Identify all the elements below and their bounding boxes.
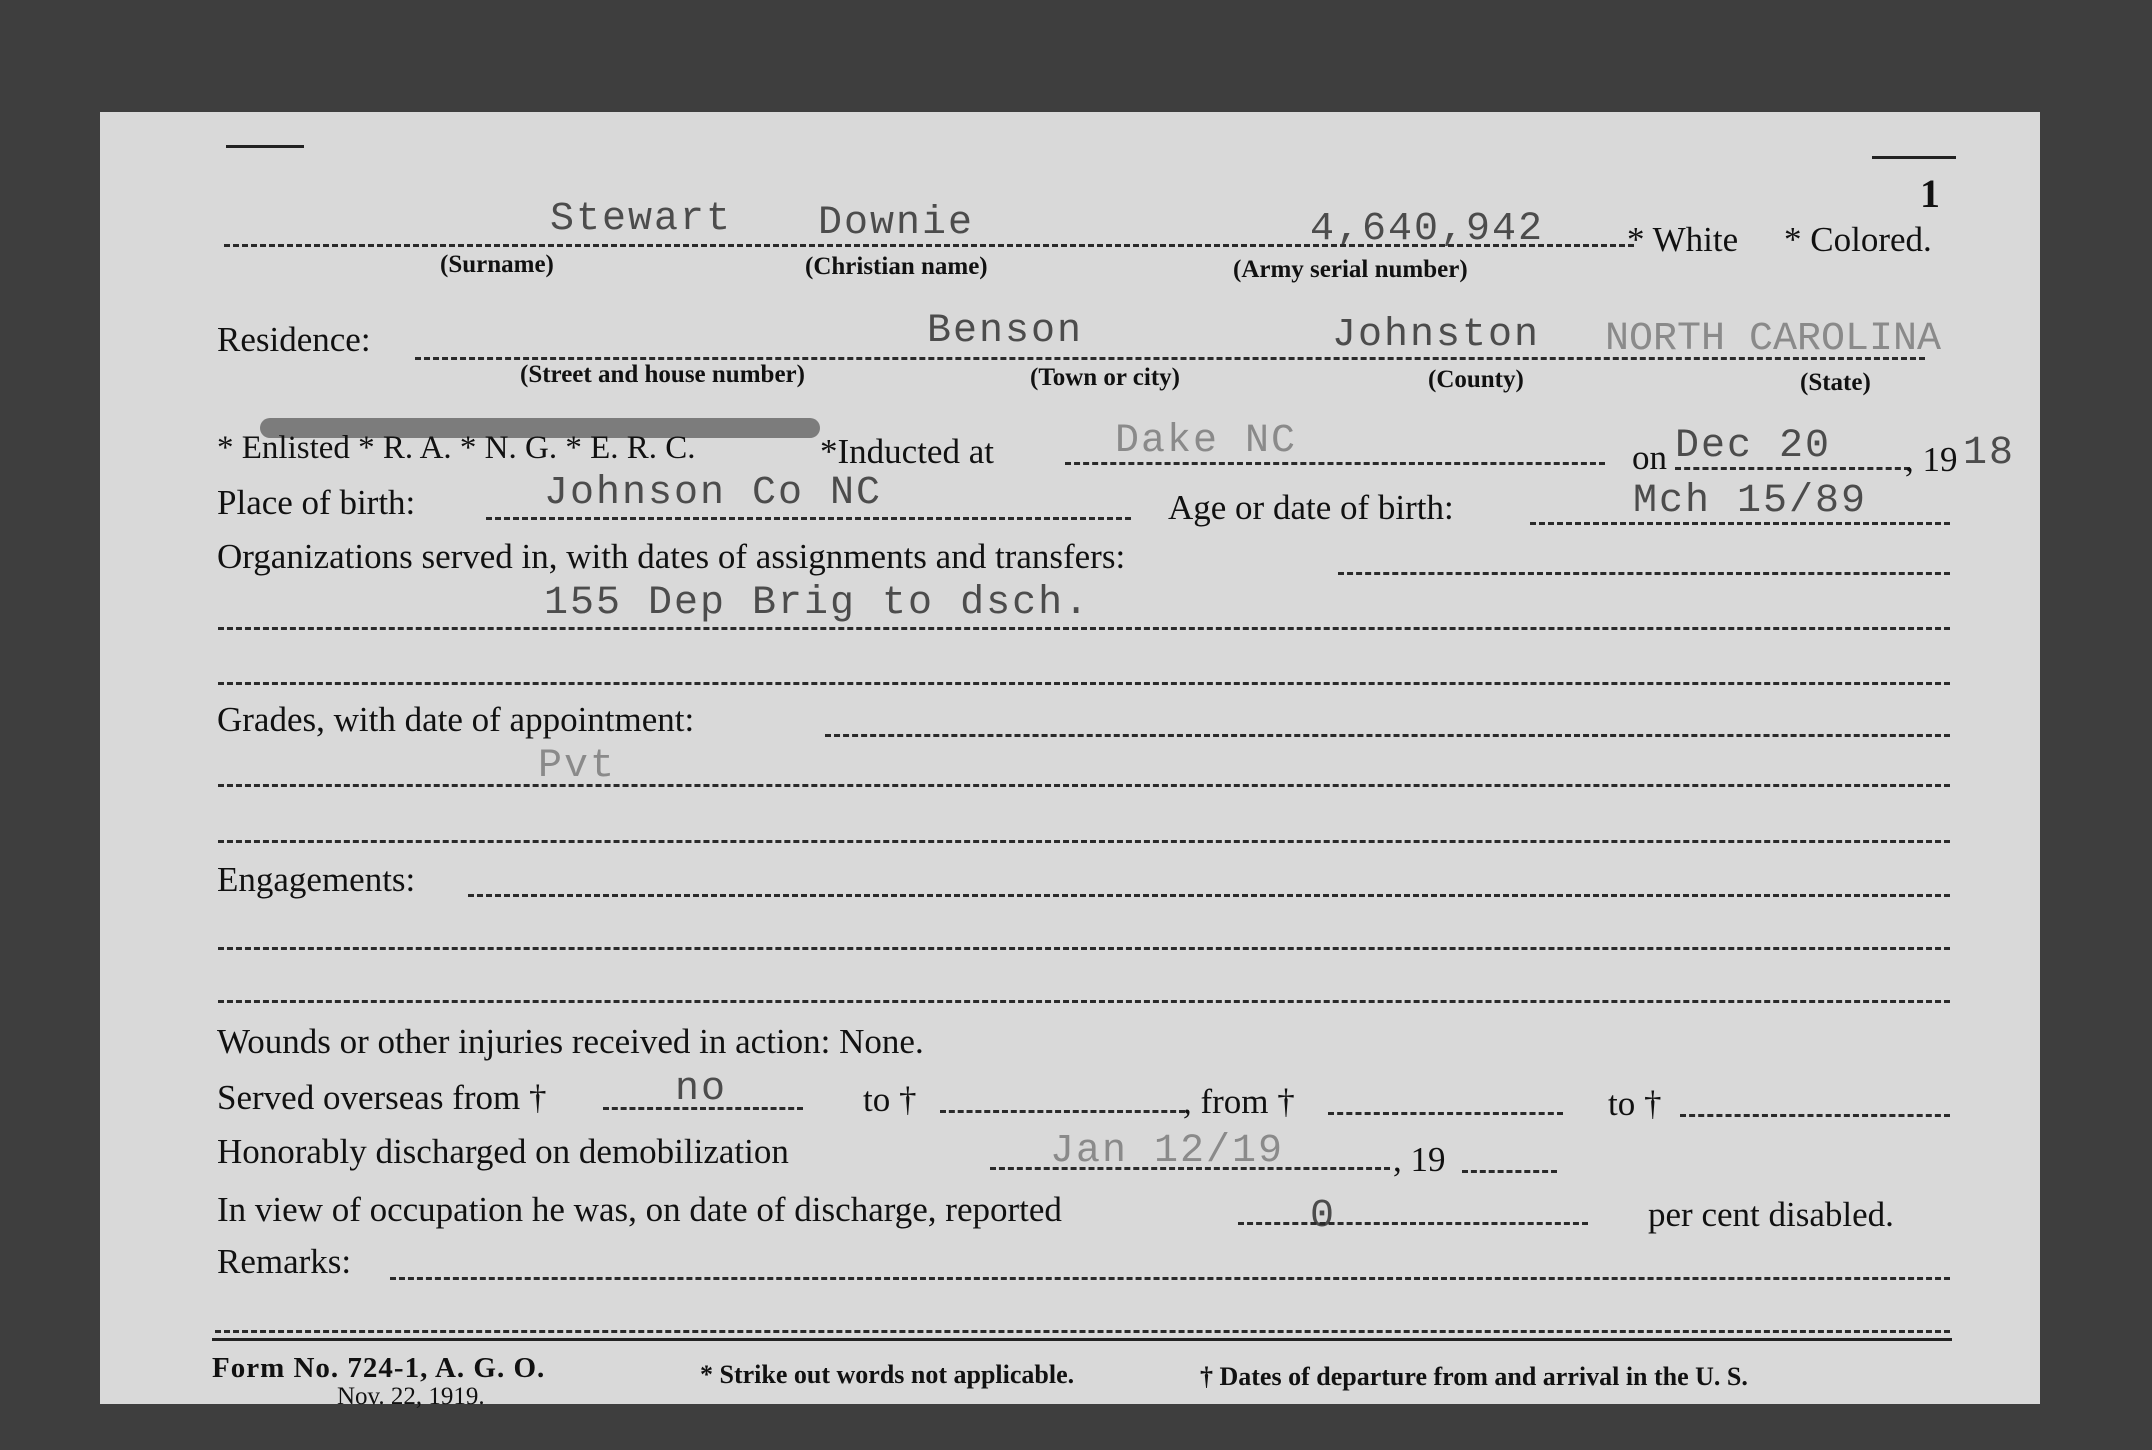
grades-line-1 — [218, 784, 1950, 787]
top-right-rule — [1872, 156, 1956, 159]
organizations-label: Organizations served in, with dates of assignments and transfers: — [217, 537, 1126, 576]
residence-county-value: Johnston — [1332, 313, 1541, 358]
grades-line-0 — [825, 734, 1950, 737]
town-caption: (Town or city) — [1030, 364, 1180, 391]
age-value: Mch 15/89 — [1633, 479, 1868, 524]
age-label: Age or date of birth: — [1168, 488, 1454, 527]
overseas-to2-line — [1680, 1114, 1950, 1117]
christian-name-value: Downie — [818, 201, 975, 246]
on-label: on — [1632, 438, 1667, 477]
organizations-line-2 — [218, 682, 1950, 685]
state-caption: (State) — [1800, 369, 1871, 396]
surname-value: Stewart — [550, 197, 733, 242]
overseas-to2-label: to † — [1608, 1084, 1662, 1123]
enlisted-label: * Enlisted * R. A. * N. G. * E. R. C. — [217, 430, 696, 466]
discharge-year-line — [1462, 1170, 1557, 1173]
age-line — [1530, 522, 1950, 525]
inducted-label: *Inducted at — [820, 432, 994, 471]
inducted-year-prefix: , 19 — [1905, 440, 1958, 479]
residence-label: Residence: — [217, 320, 371, 359]
overseas-from2-line — [1328, 1112, 1563, 1115]
white-label: * White — [1627, 220, 1739, 259]
disability-suffix: per cent disabled. — [1648, 1195, 1894, 1234]
dates-note: † Dates of departure from and arrival in the U. S. — [1200, 1362, 1748, 1391]
service-record-card — [100, 112, 2040, 1410]
remarks-line-1 — [215, 1330, 1950, 1333]
organizations-line-1 — [218, 627, 1950, 630]
top-left-rule — [226, 145, 304, 148]
wounds-label: Wounds or other injuries received in action: None. — [217, 1022, 924, 1061]
form-date: Nov. 22, 1919. — [337, 1383, 485, 1410]
residence-town-value: Benson — [927, 309, 1084, 354]
overseas-from-value: no — [675, 1067, 728, 1112]
serial-number-value: 4,640,942 — [1310, 207, 1545, 252]
place-of-birth-label: Place of birth: — [217, 483, 416, 522]
place-of-birth-value: Johnson Co NC — [544, 471, 883, 516]
engagements-line-1 — [218, 947, 1950, 950]
discharge-label: Honorably discharged on demobilization — [217, 1132, 789, 1171]
place-of-birth-line — [486, 517, 1131, 520]
engagements-line-0 — [468, 894, 1950, 897]
discharge-date-line — [990, 1167, 1390, 1170]
disability-label: In view of occupation he was, on date of discharge, reported — [217, 1190, 1062, 1229]
inducted-place-line — [1065, 462, 1605, 465]
colored-label: * Colored. — [1784, 220, 1932, 259]
overseas-from2-label: , from † — [1183, 1082, 1295, 1121]
discharge-year-label: , 19 — [1393, 1140, 1446, 1179]
strike-out-note: * Strike out words not applicable. — [700, 1360, 1075, 1389]
engagements-line-2 — [218, 1000, 1950, 1003]
footer-rule — [212, 1338, 1952, 1341]
organizations-line-0 — [1338, 572, 1950, 575]
overseas-from-line — [603, 1107, 803, 1110]
overseas-from-label: Served overseas from † — [217, 1078, 547, 1117]
grades-value: Pvt — [538, 744, 617, 789]
street-caption: (Street and house number) — [520, 361, 805, 388]
inducted-place-value: Dake NC — [1115, 419, 1298, 464]
overseas-to-line — [940, 1110, 1185, 1113]
disability-value: 0 — [1310, 1194, 1337, 1239]
grades-line-2 — [218, 840, 1950, 843]
inducted-year-value: 18 — [1963, 431, 2016, 476]
inducted-date-value: Dec 20 — [1675, 424, 1832, 469]
residence-state-value: NORTH CAROLINA — [1605, 317, 1942, 362]
christian-name-caption: (Christian name) — [805, 253, 988, 280]
serial-number-caption: (Army serial number) — [1233, 256, 1468, 283]
engagements-label: Engagements: — [217, 860, 416, 899]
name-line — [224, 244, 1634, 247]
form-number: Form No. 724-1, A. G. O. — [212, 1352, 546, 1384]
organizations-value: 155 Dep Brig to dsch. — [544, 581, 1091, 626]
overseas-to-label: to † — [863, 1080, 917, 1119]
surname-caption: (Surname) — [440, 251, 554, 278]
inducted-date-line — [1675, 467, 1910, 470]
remarks-line-0 — [390, 1277, 1950, 1280]
card-number: 1 — [1920, 171, 1940, 216]
county-caption: (County) — [1428, 366, 1524, 393]
discharge-date-value: Jan 12/19 — [1050, 1129, 1285, 1174]
disability-line — [1238, 1222, 1588, 1225]
residence-line — [415, 357, 1925, 360]
grades-label: Grades, with date of appointment: — [217, 700, 695, 739]
remarks-label: Remarks: — [217, 1242, 352, 1281]
